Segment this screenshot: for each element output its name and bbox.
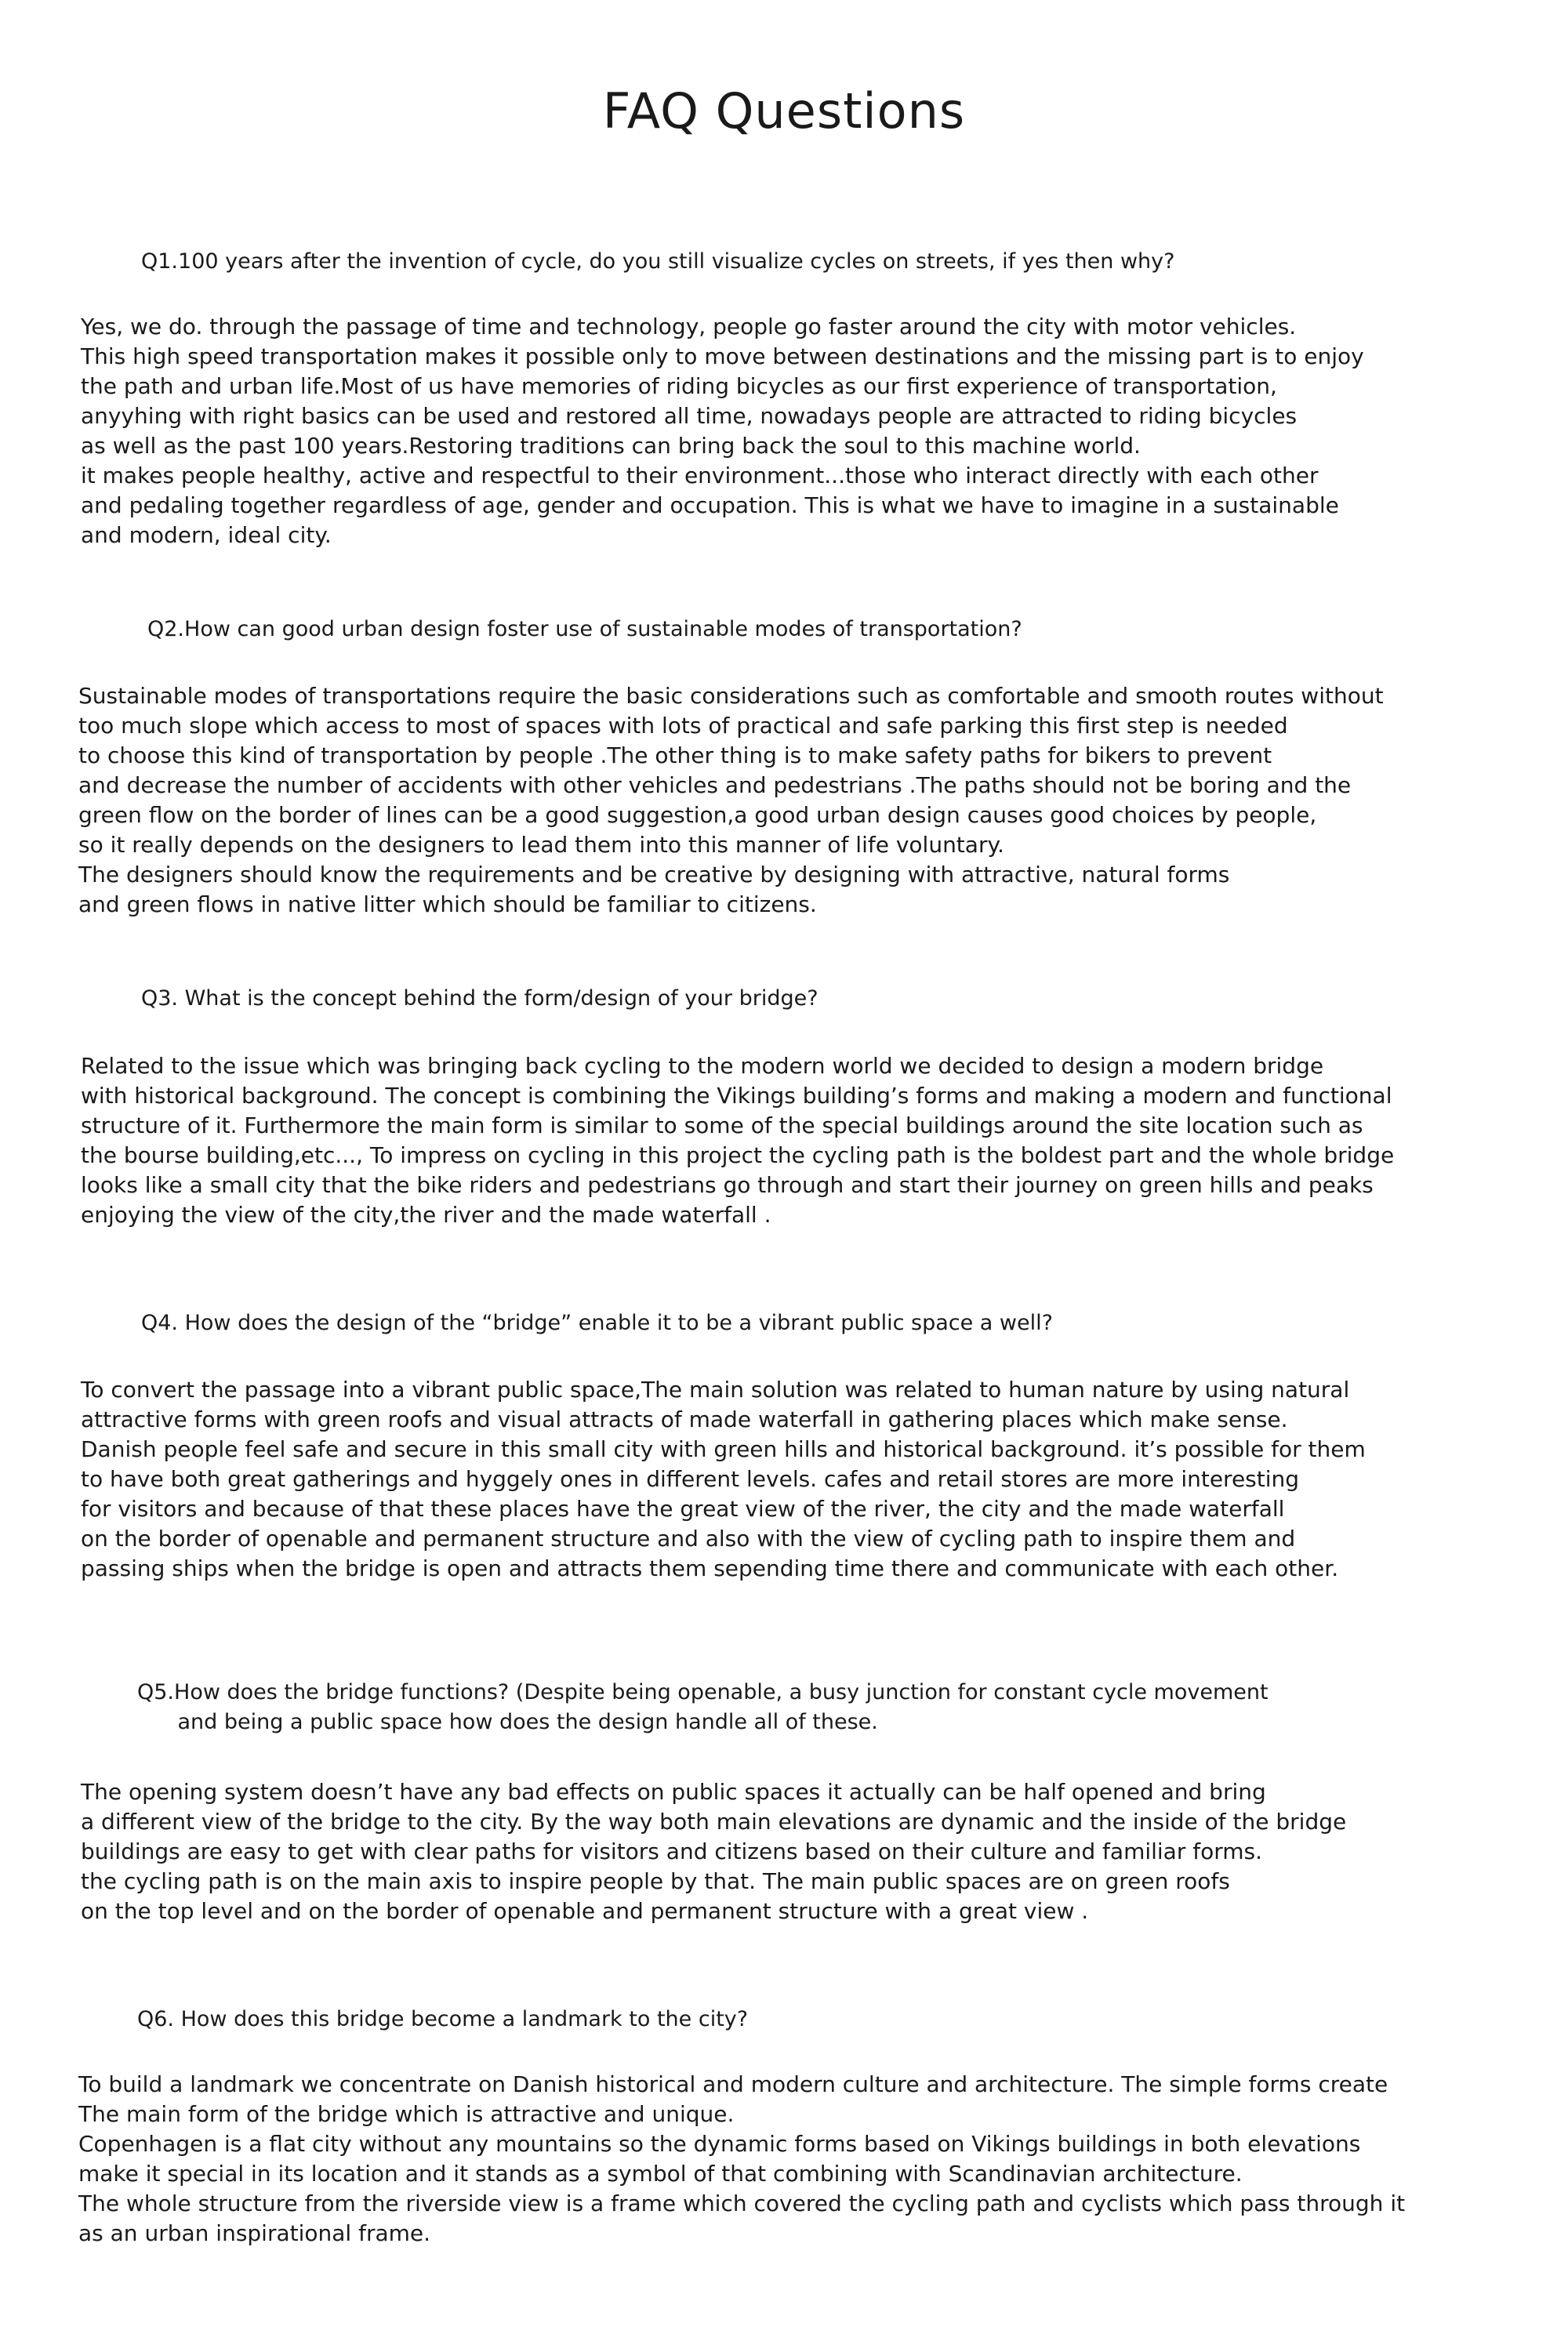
answer-line: with historical background. The concept is combining the Vikings building’s forms and making a modern and functional [81, 1083, 1392, 1109]
answer-line: a different view of the bridge to the city. By the way both main elevations are dynamic and the inside of the bridge [81, 1809, 1347, 1835]
question-5 [137, 1678, 1269, 1737]
answer-line: the path and urban life.Most of us have memories of riding bicycles as our first experience of transportation, [81, 373, 1277, 399]
answer-line: and green flows in native litter which should be familiar to citizens. [78, 891, 817, 917]
question-line: Q3. What is the concept behind the form/design of your bridge? [141, 986, 818, 1011]
question-4 [141, 1308, 1053, 1338]
question-line: Q6. How does this bridge become a landmark to the city? [137, 2007, 749, 2031]
answer-line: The main form of the bridge which is attractive and unique. [78, 2101, 735, 2127]
answer-line: make it special in its location and it stands as a symbol of that combining with Scandinavian architecture. [78, 2161, 1243, 2187]
answer-line: buildings are easy to get with clear paths for visitors and citizens based on their culture and familiar forms. [81, 1838, 1263, 1864]
question-line: Q2.How can good urban design foster use of sustainable modes of transportation? [147, 617, 1022, 641]
question-3 [141, 984, 818, 1014]
answer-line: The opening system doesn’t have any bad effects on public spaces it actually can be half opened and bring [81, 1779, 1266, 1805]
answer-line: and decrease the number of accidents with other vehicles and pedestrians .The paths should not be boring and the [78, 772, 1352, 798]
answer-1 [81, 312, 1364, 550]
question-1 [141, 247, 1174, 277]
answer-line: the cycling path is on the main axis to inspire people by that. The main public spaces are on green roofs [81, 1868, 1230, 1894]
answer-line: The whole structure from the riverside view is a frame which covered the cycling path and cyclists which pass through it [78, 2190, 1406, 2216]
answer-line: too much slope which access to most of spaces with lots of practical and safe parking this first step is needed [78, 713, 1288, 739]
answer-line: and pedaling together regardless of age, gender and occupation. This is what we have to imagine in a sustainable [81, 492, 1339, 518]
answer-line: as well as the past 100 years.Restoring traditions can bring back the soul to this machine world. [81, 433, 1141, 459]
answer-line: Copenhagen is a flat city without any mountains so the dynamic forms based on Vikings buildings in both elevations [78, 2131, 1361, 2157]
answer-line: to have both great gatherings and hyggely ones in different levels. cafes and retail stores are more interesting [81, 1466, 1300, 1492]
answer-4 [81, 1375, 1366, 1584]
question-line: and being a public space how does the design handle all of these. [137, 1710, 878, 1734]
question-line: Q1.100 years after the invention of cycle, do you still visualize cycles on streets, if yes then why? [141, 249, 1175, 274]
answer-line: and modern, ideal city. [81, 522, 332, 548]
answer-line: green flow on the border of lines can be a good suggestion,a good urban design causes good choices by people, [78, 802, 1317, 828]
question-2 [147, 615, 1022, 644]
answer-line: it makes people healthy, active and respectful to their environment...those who interact directly with each other [81, 463, 1319, 488]
answer-line: the bourse building,etc..., To impress on cycling in this project the cycling path is the boldest part and the whole bridge [81, 1142, 1395, 1168]
answer-line: to choose this kind of transportation by people .The other thing is to make safety paths for bikers to prevent [78, 742, 1272, 768]
answer-line: To convert the passage into a vibrant public space,The main solution was related to human nature by using natural [81, 1377, 1350, 1403]
answer-line: Related to the issue which was bringing back cycling to the modern world we decided to design a modern bridge [81, 1053, 1324, 1079]
page-title: FAQ Questions [602, 82, 966, 140]
question-6 [137, 2005, 748, 2034]
answer-line: on the top level and on the border of openable and permanent structure with a great view . [81, 1898, 1089, 1924]
answer-line: attractive forms with green roofs and visual attracts of made waterfall in gathering places which make sense. [81, 1406, 1288, 1432]
answer-line: Yes, we do. through the passage of time and technology, people go faster around the city with motor vehicles. [81, 314, 1297, 339]
answer-line: enjoying the view of the city,the river and the made waterfall . [81, 1202, 771, 1228]
answer-5 [81, 1777, 1346, 1926]
answer-line: structure of it. Furthermore the main form is similar to some of the special buildings around the site location such as [81, 1112, 1363, 1138]
question-line: Q4. How does the design of the “bridge” enable it to be a vibrant public space a well? [141, 1311, 1053, 1335]
answer-3 [81, 1051, 1394, 1230]
answer-2 [78, 681, 1384, 920]
answer-6 [78, 2070, 1405, 2249]
answer-line: so it really depends on the designers to lead them into this manner of life voluntary. [78, 832, 1004, 858]
answer-line: on the border of openable and permanent structure and also with the view of cycling path to inspire them and [81, 1526, 1296, 1552]
answer-line: passing ships when the bridge is open and attracts them sepending time there and communicate with each other. [81, 1555, 1339, 1581]
answer-line: as an urban inspirational frame. [78, 2220, 431, 2246]
answer-line: This high speed transportation makes it possible only to move between destinations and the missing part is to enjoy [81, 343, 1364, 369]
answer-line: The designers should know the requirements and be creative by designing with attractive, natural forms [78, 862, 1230, 887]
answer-line: Danish people feel safe and secure in this small city with green hills and historical background. it’s possible for them [81, 1436, 1366, 1462]
answer-line: anyyhing with right basics can be used and restored all time, nowadays people are attracted to riding bicycles [81, 403, 1298, 429]
answer-line: looks like a small city that the bike riders and pedestrians go through and start their journey on green hills and peaks [81, 1172, 1374, 1198]
answer-line: for visitors and because of that these places have the great view of the river, the city and the made waterfall [81, 1496, 1285, 1522]
answer-line: To build a landmark we concentrate on Danish historical and modern culture and architecture. The simple forms create [78, 2071, 1388, 2097]
question-line: Q5.How does the bridge functions? (Despite being openable, a busy junction for constant cycle movement [137, 1680, 1269, 1704]
answer-line: Sustainable modes of transportations require the basic considerations such as comfortable and smooth routes without [78, 683, 1384, 709]
